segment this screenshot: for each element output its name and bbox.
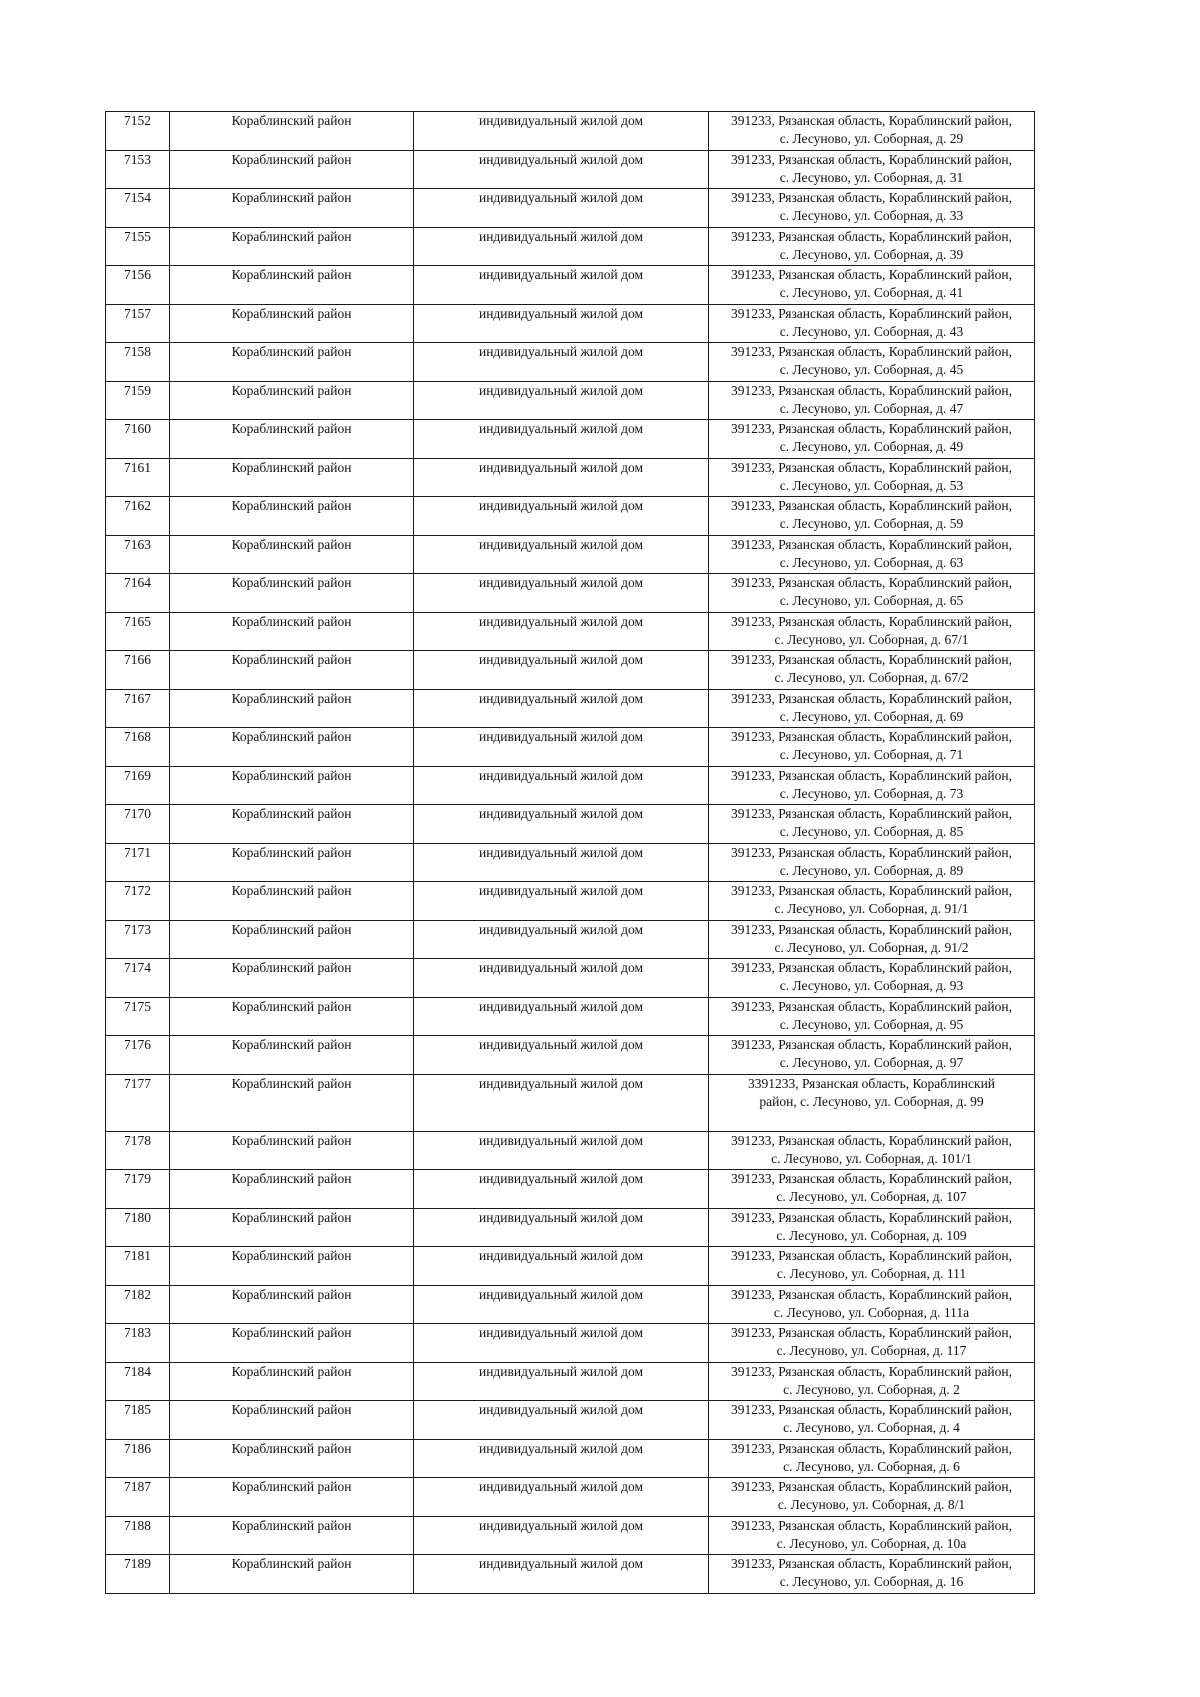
district-cell: Кораблинский район [170,689,414,728]
object-type-cell: индивидуальный жилой дом [414,1131,709,1170]
district-cell: Кораблинский район [170,959,414,998]
district-cell: Кораблинский район [170,766,414,805]
address-cell [709,651,1035,690]
district-cell: Кораблинский район [170,612,414,651]
address-line-1: 3391233, Рязанская область, Кораблинский [747,1075,996,1091]
row-number: 7171 [106,843,170,882]
object-type-cell: индивидуальный жилой дом [414,728,709,767]
address-line-2: с. Лесуново, ул. Соборная, д. 4 [783,1420,960,1435]
address-line-1: 391233, Рязанская область, Кораблинский район, [731,459,1012,475]
address-line-1: 391233, Рязанская область, Кораблинский район, [731,536,1012,552]
address-line-2: с. Лесуново, ул. Соборная, д. 63 [779,554,964,570]
address-line-2: с. Лесуново, ул. Соборная, д. 39 [779,246,964,262]
district-cell: Кораблинский район [170,381,414,420]
district-cell: Кораблинский район [170,1247,414,1286]
row-number: 7153 [106,150,170,189]
table-row [106,420,1035,459]
district-cell: Кораблинский район [170,150,414,189]
row-number: 7174 [106,959,170,998]
table-row [106,651,1035,690]
address-line-2: с. Лесуново, ул. Соборная, д. 67/1 [774,631,969,647]
table-row [106,1555,1035,1594]
address-cell [709,1516,1035,1555]
district-cell: Кораблинский район [170,1036,414,1075]
address-line-2: с. Лесуново, ул. Соборная, д. 91/1 [774,901,969,916]
address-line-1: 391233, Рязанская область, Кораблинский район, [731,1037,1012,1052]
object-type-cell: индивидуальный жилой дом [414,1170,709,1209]
district-cell: Кораблинский район [170,1362,414,1401]
address-line-1: 391233, Рязанская область, Кораблинский район, [731,1440,1012,1456]
address-line-2: с. Лесуново, ул. Соборная, д. 85 [779,824,964,839]
row-number: 7179 [106,1170,170,1209]
object-type-cell: индивидуальный жилой дом [414,997,709,1036]
address-line-2: с. Лесуново, ул. Соборная, д. 71 [779,747,964,762]
district-cell: Кораблинский район [170,266,414,305]
address-line-1: 391233, Рязанская область, Кораблинский район, [731,498,1012,513]
property-table [105,111,1035,1594]
table-row [106,997,1035,1036]
district-cell: Кораблинский район [170,420,414,459]
address-line-1: 391233, Рязанская область, Кораблинский район, [731,344,1012,359]
address-line-2: с. Лесуново, ул. Соборная, д. 111а [773,1304,970,1320]
row-number: 7154 [106,189,170,228]
address-cell [709,497,1035,536]
row-number: 7181 [106,1247,170,1286]
row-number: 7161 [106,458,170,497]
table-row [106,805,1035,844]
row-number: 7168 [106,728,170,767]
address-line-1: 391233, Рязанская область, Кораблинский район, [731,382,1012,398]
address-cell [709,1439,1035,1478]
address-line-2: с. Лесуново, ул. Соборная, д. 29 [779,131,964,146]
address-line-1: 391233, Рязанская область, Кораблинский район, [731,998,1012,1014]
object-type-cell: индивидуальный жилой дом [414,150,709,189]
address-line-2: с. Лесуново, ул. Соборная, д. 33 [779,208,964,223]
row-number: 7166 [106,651,170,690]
object-type-cell: индивидуальный жилой дом [414,651,709,690]
address-line-1: 391233, Рязанская область, Кораблинский район, [731,1479,1012,1494]
address-cell [709,343,1035,382]
district-cell: Кораблинский район [170,843,414,882]
row-number: 7159 [106,381,170,420]
table-row [106,1324,1035,1363]
row-number: 7170 [106,805,170,844]
address-line-2: с. Лесуново, ул. Соборная, д. 89 [779,862,964,878]
object-type-cell: индивидуальный жилой дом [414,535,709,574]
district-cell: Кораблинский район [170,997,414,1036]
address-cell [709,612,1035,651]
row-number: 7172 [106,882,170,921]
address-line-2: с. Лесуново, ул. Соборная, д. 91/2 [774,939,969,955]
address-line-1: 391233, Рязанская область, Кораблинский район, [731,228,1012,244]
address-line-1: 391233, Рязанская область, Кораблинский район, [731,652,1012,667]
row-number: 7162 [106,497,170,536]
address-cell [709,227,1035,266]
address-line-1: 391233, Рязанская область, Кораблинский район, [731,305,1012,321]
row-number: 7180 [106,1208,170,1247]
object-type-cell: индивидуальный жилой дом [414,227,709,266]
table-row [106,728,1035,767]
address-line-1: 391233, Рязанская область, Кораблинский район, [731,883,1012,898]
address-line-2: с. Лесуново, ул. Соборная, д. 49 [779,439,964,454]
row-number: 7176 [106,1036,170,1075]
district-cell: Кораблинский район [170,728,414,767]
address-line-2: с. Лесуново, ул. Соборная, д. 59 [779,516,964,531]
address-cell [709,1074,1035,1131]
object-type-cell: индивидуальный жилой дом [414,920,709,959]
table-row [106,882,1035,921]
address-cell [709,1478,1035,1517]
address-line-1: 391233, Рязанская область, Кораблинский район, [731,113,1012,128]
address-line-2: с. Лесуново, ул. Соборная, д. 107 [776,1189,967,1204]
address-line-1: 391233, Рязанская область, Кораблинский район, [731,1248,1012,1263]
address-line-2: с. Лесуново, ул. Соборная, д. 117 [776,1343,967,1358]
object-type-cell: индивидуальный жилой дом [414,689,709,728]
address-line-1: 391233, Рязанская область, Кораблинский район, [731,1286,1012,1302]
object-type-cell: индивидуальный жилой дом [414,1324,709,1363]
table-row [106,189,1035,228]
object-type-cell: индивидуальный жилой дом [414,497,709,536]
row-number: 7173 [106,920,170,959]
address-cell [709,1555,1035,1594]
address-line-1: 391233, Рязанская область, Кораблинский район, [731,690,1012,706]
table-row [106,381,1035,420]
district-cell: Кораблинский район [170,1131,414,1170]
address-cell [709,1036,1035,1075]
district-cell: Кораблинский район [170,497,414,536]
address-line-1: 391233, Рязанская область, Кораблинский район, [731,1132,1012,1148]
object-type-cell: индивидуальный жилой дом [414,1555,709,1594]
row-number: 7165 [106,612,170,651]
object-type-cell: индивидуальный жилой дом [414,1036,709,1075]
address-line-2: с. Лесуново, ул. Соборная, д. 8/1 [777,1497,966,1512]
address-line-2: с. Лесуново, ул. Соборная, д. 111 [776,1266,967,1281]
table-row [106,1131,1035,1170]
address-line-2: с. Лесуново, ул. Соборная, д. 31 [779,169,964,185]
row-number: 7169 [106,766,170,805]
address-line-2: с. Лесуново, ул. Соборная, д. 93 [779,978,964,993]
address-line-2: с. Лесуново, ул. Соборная, д. 73 [779,785,964,801]
row-number: 7183 [106,1324,170,1363]
table-row [106,1478,1035,1517]
address-line-1: 391233, Рязанская область, Кораблинский район, [731,1517,1012,1533]
address-cell [709,574,1035,613]
address-line-1: 391233, Рязанская область, Кораблинский район, [731,844,1012,860]
address-line-2: с. Лесуново, ул. Соборная, д. 6 [783,1458,960,1474]
address-line-2: с. Лесуново, ул. Соборная, д. 101/1 [771,1150,972,1166]
row-number: 7167 [106,689,170,728]
address-cell [709,766,1035,805]
object-type-cell: индивидуальный жилой дом [414,882,709,921]
row-number: 7187 [106,1478,170,1517]
row-number: 7177 [106,1074,170,1131]
object-type-cell: индивидуальный жилой дом [414,420,709,459]
address-line-1: 391233, Рязанская область, Кораблинский район, [731,1363,1012,1379]
district-cell: Кораблинский район [170,535,414,574]
row-number: 7163 [106,535,170,574]
address-line-1: 391233, Рязанская область, Кораблинский район, [731,729,1012,744]
address-line-1: 391233, Рязанская область, Кораблинский район, [731,1171,1012,1186]
object-type-cell: индивидуальный жилой дом [414,612,709,651]
row-number: 7178 [106,1131,170,1170]
table-row [106,574,1035,613]
object-type-cell: индивидуальный жилой дом [414,1401,709,1440]
address-line-1: 391233, Рязанская область, Кораблинский район, [731,1209,1012,1225]
table-row [106,766,1035,805]
object-type-cell: индивидуальный жилой дом [414,1074,709,1131]
district-cell: Кораблинский район [170,1401,414,1440]
object-type-cell: индивидуальный жилой дом [414,1439,709,1478]
row-number: 7160 [106,420,170,459]
address-cell [709,805,1035,844]
row-number: 7185 [106,1401,170,1440]
district-cell: Кораблинский район [170,805,414,844]
table-row [106,497,1035,536]
address-cell [709,420,1035,459]
object-type-cell: индивидуальный жилой дом [414,959,709,998]
address-line-2: с. Лесуново, ул. Соборная, д. 47 [779,400,964,416]
address-line-2: с. Лесуново, ул. Соборная, д. 41 [779,285,964,300]
object-type-cell: индивидуальный жилой дом [414,381,709,420]
table-row [106,843,1035,882]
table-row [106,112,1035,151]
address-cell [709,266,1035,305]
row-number: 7182 [106,1285,170,1324]
address-cell [709,1401,1035,1440]
object-type-cell: индивидуальный жилой дом [414,805,709,844]
address-cell [709,959,1035,998]
address-line-2: с. Лесуново, ул. Соборная, д. 65 [779,593,964,608]
address-line-2: с. Лесуново, ул. Соборная, д. 95 [779,1016,964,1032]
table-row [106,458,1035,497]
object-type-cell: индивидуальный жилой дом [414,574,709,613]
district-cell: Кораблинский район [170,112,414,151]
object-type-cell: индивидуальный жилой дом [414,343,709,382]
district-cell: Кораблинский район [170,1074,414,1131]
address-line-2: с. Лесуново, ул. Соборная, д. 43 [779,323,964,339]
address-line-2: с. Лесуново, ул. Соборная, д. 69 [779,708,964,724]
table-row [106,227,1035,266]
row-number: 7155 [106,227,170,266]
table-row [106,1247,1035,1286]
table-row [106,1401,1035,1440]
object-type-cell: индивидуальный жилой дом [414,1516,709,1555]
address-cell [709,535,1035,574]
table-row [106,1516,1035,1555]
address-line-2: с. Лесуново, ул. Соборная, д. 53 [779,477,964,493]
address-line-1: 391233, Рязанская область, Кораблинский район, [731,921,1012,937]
address-line-2: с. Лесуново, ул. Соборная, д. 109 [776,1227,967,1243]
table-row [106,535,1035,574]
table-row [106,1036,1035,1075]
address-line-2: с. Лесуново, ул. Соборная, д. 2 [783,1381,960,1397]
district-cell: Кораблинский район [170,458,414,497]
address-cell [709,1285,1035,1324]
district-cell: Кораблинский район [170,1208,414,1247]
address-cell [709,1324,1035,1363]
table-row [106,920,1035,959]
row-number: 7189 [106,1555,170,1594]
table-row [106,1170,1035,1209]
object-type-cell: индивидуальный жилой дом [414,1208,709,1247]
district-cell: Кораблинский район [170,343,414,382]
address-line-2: с. Лесуново, ул. Соборная, д. 97 [779,1055,964,1070]
row-number: 7152 [106,112,170,151]
address-cell [709,189,1035,228]
object-type-cell: индивидуальный жилой дом [414,1478,709,1517]
address-cell [709,112,1035,151]
row-number: 7164 [106,574,170,613]
address-line-1: 391233, Рязанская область, Кораблинский район, [731,767,1012,783]
district-cell: Кораблинский район [170,1555,414,1594]
table-row [106,1439,1035,1478]
object-type-cell: индивидуальный жилой дом [414,1285,709,1324]
district-cell: Кораблинский район [170,189,414,228]
address-line-1: 391233, Рязанская область, Кораблинский район, [731,960,1012,975]
row-number: 7156 [106,266,170,305]
table-row [106,1208,1035,1247]
object-type-cell: индивидуальный жилой дом [414,112,709,151]
district-cell: Кораблинский район [170,574,414,613]
address-line-1: 391233, Рязанская область, Кораблинский район, [731,1556,1012,1571]
district-cell: Кораблинский район [170,1516,414,1555]
address-cell [709,843,1035,882]
district-cell: Кораблинский район [170,1170,414,1209]
district-cell: Кораблинский район [170,1324,414,1363]
address-cell [709,381,1035,420]
table-row [106,689,1035,728]
object-type-cell: индивидуальный жилой дом [414,843,709,882]
address-line-1: 391233, Рязанская область, Кораблинский район, [731,151,1012,167]
address-line-1: 391233, Рязанская область, Кораблинский район, [731,267,1012,282]
object-type-cell: индивидуальный жилой дом [414,1247,709,1286]
table-row [106,304,1035,343]
address-line-1: 391233, Рязанская область, Кораблинский район, [731,575,1012,590]
address-cell [709,689,1035,728]
address-cell [709,1247,1035,1286]
table-row [106,343,1035,382]
address-line-2: с. Лесуново, ул. Соборная, д. 67/2 [774,670,969,685]
object-type-cell: индивидуальный жилой дом [414,1362,709,1401]
district-cell: Кораблинский район [170,1285,414,1324]
address-line-1: 391233, Рязанская область, Кораблинский район, [731,1402,1012,1417]
object-type-cell: индивидуальный жилой дом [414,766,709,805]
table-row [106,959,1035,998]
address-cell [709,882,1035,921]
address-line-1: 391233, Рязанская область, Кораблинский район, [731,421,1012,436]
district-cell: Кораблинский район [170,651,414,690]
address-cell [709,1362,1035,1401]
address-cell [709,1131,1035,1170]
row-number: 7158 [106,343,170,382]
row-number: 7157 [106,304,170,343]
district-cell: Кораблинский район [170,304,414,343]
address-line-2: с. Лесуново, ул. Соборная, д. 16 [779,1574,964,1589]
address-line-1: 391233, Рязанская область, Кораблинский район, [731,806,1012,821]
address-line-1: 391233, Рязанская область, Кораблинский район, [731,190,1012,205]
row-number: 7175 [106,997,170,1036]
address-cell [709,150,1035,189]
object-type-cell: индивидуальный жилой дом [414,458,709,497]
table-row [106,612,1035,651]
object-type-cell: индивидуальный жилой дом [414,266,709,305]
row-number: 7184 [106,1362,170,1401]
object-type-cell: индивидуальный жилой дом [414,304,709,343]
address-cell [709,458,1035,497]
district-cell: Кораблинский район [170,227,414,266]
address-cell [709,920,1035,959]
table-row [106,266,1035,305]
property-table-body [106,112,1035,1594]
address-line-1: 391233, Рязанская область, Кораблинский район, [731,1325,1012,1340]
address-cell [709,997,1035,1036]
district-cell: Кораблинский район [170,1478,414,1517]
table-row [106,1285,1035,1324]
table-row [106,150,1035,189]
district-cell: Кораблинский район [170,1439,414,1478]
district-cell: Кораблинский район [170,882,414,921]
address-cell [709,1208,1035,1247]
object-type-cell: индивидуальный жилой дом [414,189,709,228]
table-row [106,1362,1035,1401]
address-cell [709,728,1035,767]
address-line-2: с. Лесуново, ул. Соборная, д. 45 [779,362,964,377]
address-cell [709,304,1035,343]
district-cell: Кораблинский район [170,920,414,959]
row-number: 7186 [106,1439,170,1478]
address-cell [709,1170,1035,1209]
address-line-2: район, с. Лесуново, ул. Соборная, д. 99 [759,1093,984,1109]
address-line-2: с. Лесуново, ул. Соборная, д. 10а [776,1535,967,1551]
address-line-1: 391233, Рязанская область, Кораблинский район, [731,613,1012,629]
table-row [106,1074,1035,1131]
row-number: 7188 [106,1516,170,1555]
